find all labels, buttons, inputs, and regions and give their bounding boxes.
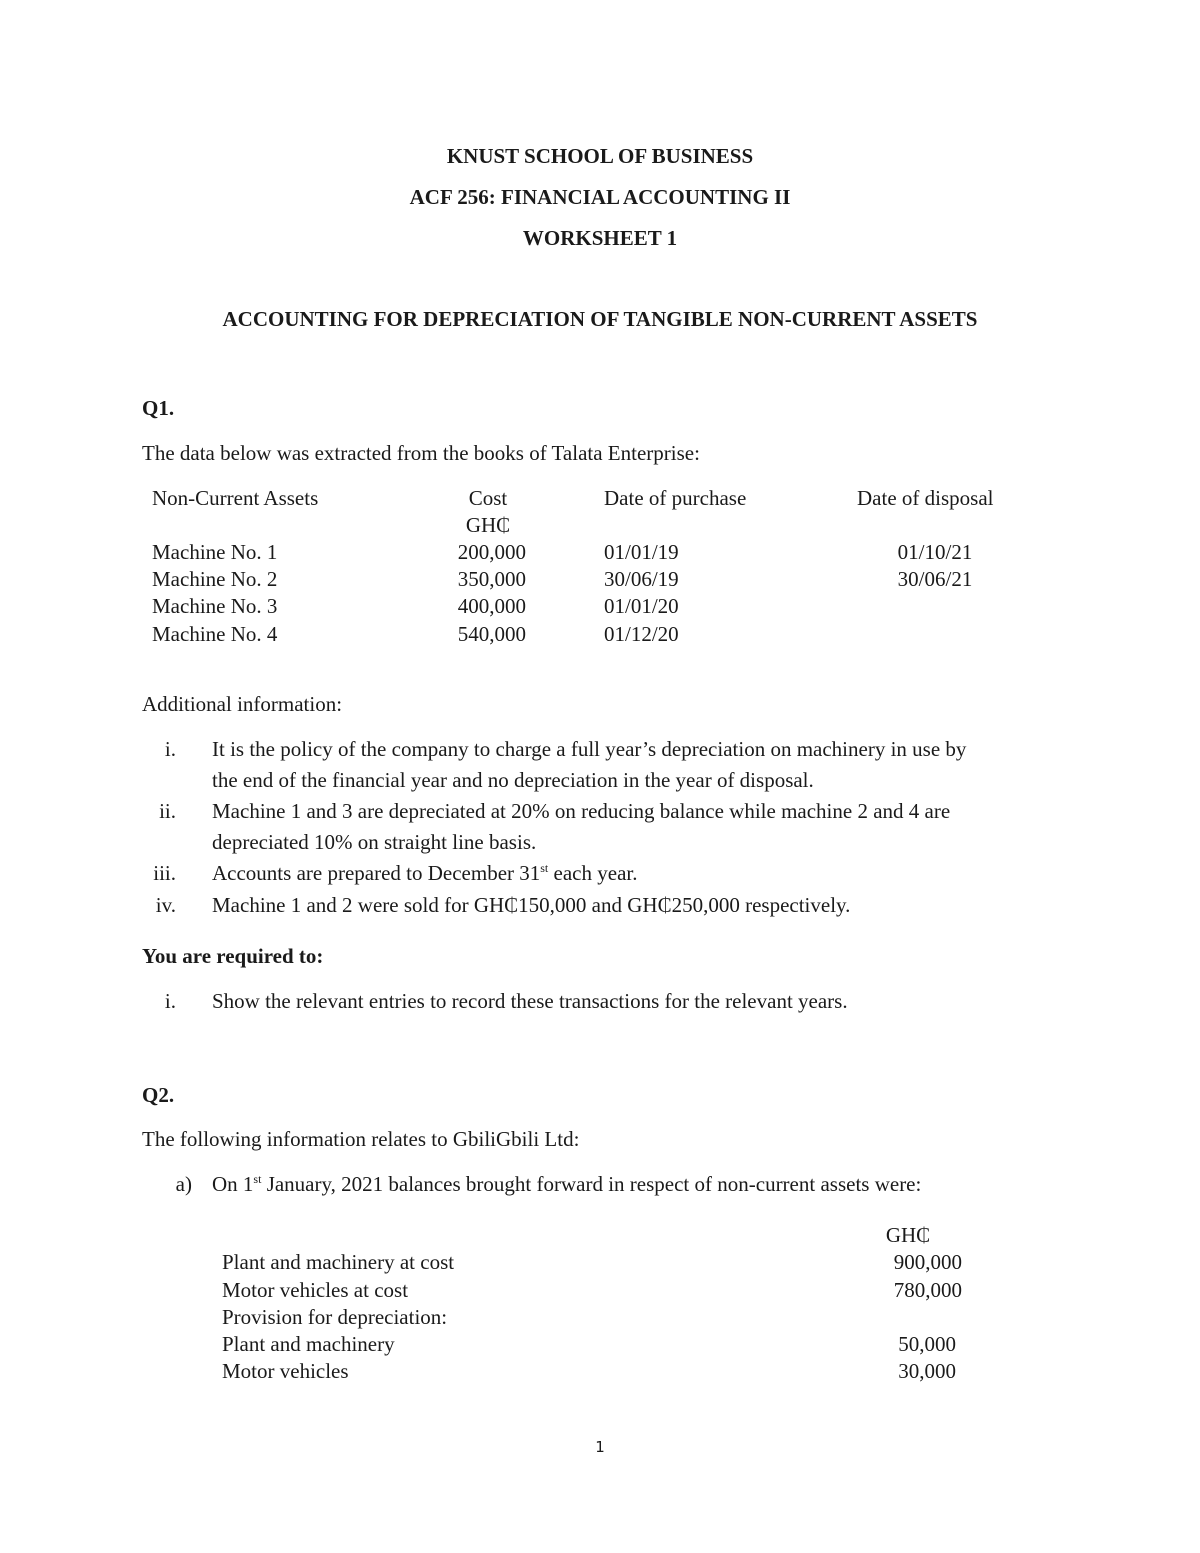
table-header-disposal-date: Date of disposal bbox=[857, 486, 994, 510]
q1-intro: The data below was extracted from the books of Talata Enterprise: bbox=[142, 441, 700, 465]
list-item-text: the end of the financial year and no depreciation in the year of disposal. bbox=[212, 768, 814, 792]
balance-value: 50,000 bbox=[898, 1332, 956, 1356]
list-item-number: ii. bbox=[159, 799, 176, 823]
list-item-text: Accounts are prepared to December 31st each year. bbox=[212, 861, 638, 885]
list-item-text: Machine 1 and 2 were sold for GH₵150,000 and GH₵250,000 respectively. bbox=[212, 893, 851, 917]
disposal-date: 01/10/21 bbox=[897, 540, 973, 564]
required-item-text: Show the relevant entries to record these transactions for the relevant years. bbox=[212, 989, 848, 1013]
asset-name: Machine No. 4 bbox=[152, 622, 278, 646]
table-header-assets: Non-Current Assets bbox=[152, 486, 319, 510]
q2-item-a-text: On 1st January, 2021 balances brought forward in respect of non-current assets were: bbox=[212, 1172, 922, 1196]
purchase-date: 30/06/19 bbox=[604, 567, 679, 591]
asset-cost: 350,000 bbox=[457, 567, 526, 591]
table-header-currency: GH₵ bbox=[465, 513, 511, 537]
q1-label: Q1. bbox=[142, 396, 175, 420]
required-label: You are required to: bbox=[142, 944, 324, 968]
disposal-date: 30/06/21 bbox=[897, 567, 973, 591]
purchase-date: 01/01/20 bbox=[604, 594, 679, 618]
list-item-number: iv. bbox=[155, 893, 176, 917]
balances-currency-header: GH₵ bbox=[885, 1223, 931, 1247]
balance-label: Plant and machinery at cost bbox=[222, 1250, 455, 1274]
table-header-purchase-date: Date of purchase bbox=[604, 486, 747, 510]
asset-cost: 540,000 bbox=[457, 622, 526, 646]
balance-label: Motor vehicles at cost bbox=[222, 1278, 409, 1302]
list-item-number: i. bbox=[164, 737, 176, 761]
page-number: 1 bbox=[595, 1438, 605, 1456]
topic-title: ACCOUNTING FOR DEPRECIATION OF TANGIBLE NON-CURRENT ASSETS bbox=[222, 307, 978, 331]
asset-name: Machine No. 1 bbox=[152, 540, 278, 564]
purchase-date: 01/12/20 bbox=[604, 622, 679, 646]
worksheet-title: WORKSHEET 1 bbox=[522, 226, 678, 250]
balance-value: 30,000 bbox=[898, 1359, 956, 1383]
course-title: ACF 256: FINANCIAL ACCOUNTING II bbox=[409, 185, 791, 209]
list-item-text: Machine 1 and 3 are depreciated at 20% on reducing balance while machine 2 and 4 are bbox=[212, 799, 951, 823]
list-item-text: It is the policy of the company to charge a full year’s depreciation on machinery in use by bbox=[212, 737, 967, 761]
balance-label: Motor vehicles bbox=[222, 1359, 349, 1383]
list-item-number: i. bbox=[164, 989, 176, 1013]
asset-name: Machine No. 3 bbox=[152, 594, 278, 618]
table-header-cost: Cost bbox=[468, 486, 508, 510]
asset-cost: 400,000 bbox=[457, 594, 526, 618]
balance-label: Provision for depreciation: bbox=[222, 1305, 448, 1329]
q2-label: Q2. bbox=[142, 1083, 175, 1107]
school-title: KNUST SCHOOL OF BUSINESS bbox=[446, 144, 754, 168]
list-item-number: a) bbox=[175, 1172, 192, 1196]
asset-cost: 200,000 bbox=[457, 540, 526, 564]
balance-value: 900,000 bbox=[893, 1250, 962, 1274]
list-item-number: iii. bbox=[153, 861, 176, 885]
purchase-date: 01/01/19 bbox=[604, 540, 679, 564]
balance-label: Plant and machinery bbox=[222, 1332, 395, 1356]
q2-intro: The following information relates to GbiliGbili Ltd: bbox=[142, 1127, 580, 1151]
list-item-text: depreciated 10% on straight line basis. bbox=[212, 830, 537, 854]
additional-info-label: Additional information: bbox=[142, 692, 343, 716]
balance-value: 780,000 bbox=[893, 1278, 962, 1302]
asset-name: Machine No. 2 bbox=[152, 567, 278, 591]
